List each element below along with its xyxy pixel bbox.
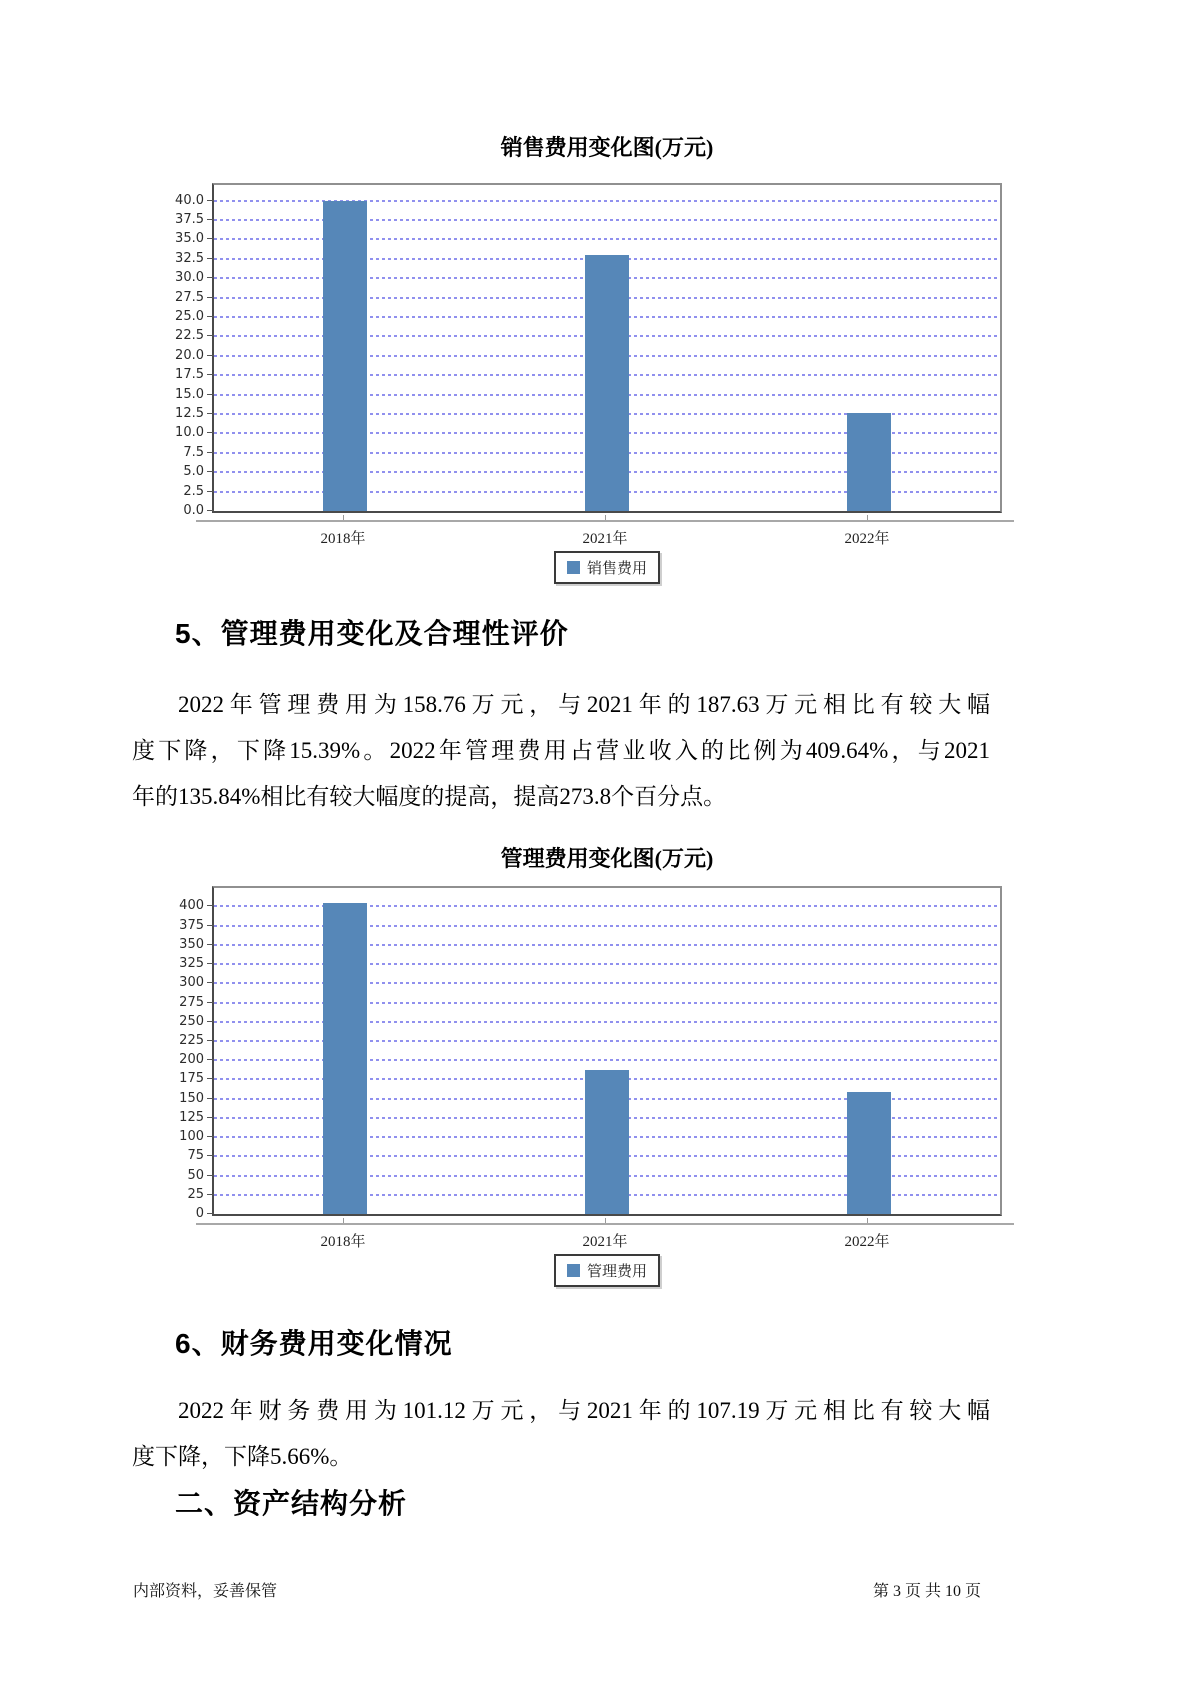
section-heading-asset-structure: 二、资产结构分析 [175,1488,408,1519]
bar-2021年 [585,255,629,511]
y-axis-tick-label: 35.0 [175,231,204,247]
y-axis-tick-label: 15.0 [175,386,204,402]
y-axis-tick-mark [207,374,214,375]
paragraph-line: 度下降，下降5.66%。 [132,1444,353,1469]
y-axis-tick-mark [207,238,214,239]
y-axis-tick-label: 325 [179,956,204,972]
y-axis-tick-mark [207,316,214,317]
x-axis-category-label: 2021年 [582,531,628,547]
bar-2018年 [323,201,367,511]
y-axis-tick-mark [207,413,214,414]
section-heading-5: 5、管理费用变化及合理性评价 [175,618,569,649]
paragraph-line: 度下降，下降15.39%。2022年管理费用占营业收入的比例为409.64%，与2021 [132,738,990,763]
y-axis-tick-label: 0.0 [183,503,204,518]
y-axis-tick-label: 30.0 [175,270,204,286]
section-6-paragraph [132,1388,990,1480]
x-axis-line [196,1223,1014,1225]
x-axis-tick-mark [867,515,868,520]
y-axis-tick-mark [207,1098,214,1099]
section-5-paragraph [132,682,990,820]
y-axis-tick-label: 400 [179,898,204,914]
chart-legend [554,551,660,584]
y-axis-tick-mark [207,219,214,220]
x-axis-category-label: 2022年 [844,531,890,547]
y-axis-tick-mark [207,1136,214,1137]
y-axis-tick-label: 300 [179,975,204,991]
y-axis-tick-label: 275 [179,994,204,1010]
y-axis-tick-mark [207,335,214,336]
y-axis-tick-label: 12.5 [175,405,204,421]
legend-swatch-icon [567,1264,580,1277]
management-expense-chart-plot [179,886,1002,1221]
paragraph-line: 2022年管理费用为158.76万元，与2021年的187.63万元相比有较大幅 [178,692,990,717]
y-axis-tick-mark [207,1194,214,1195]
chart-title-management-expense: 管理费用变化图(万元) [500,846,714,871]
x-axis-category-label: 2018年 [320,531,366,547]
y-axis-tick-mark [207,925,214,926]
chart-title-sales-expense: 销售费用变化图(万元) [500,135,714,160]
sales-expense-chart-plot [175,183,1002,518]
bar-2018年 [323,903,367,1214]
legend-row [212,551,1002,584]
y-axis-tick-mark [207,1155,214,1156]
footer-confidential-note: 内部资料，妥善保管 [133,1583,278,1600]
x-axis-labels [212,527,1002,547]
x-axis-category-label: 2022年 [844,1234,890,1250]
y-axis-tick-mark [207,200,214,201]
y-axis-tick-label: 22.5 [175,328,204,344]
y-axis-tick-mark [207,510,214,511]
y-axis-tick-mark [207,471,214,472]
y-axis-tick-mark [207,394,214,395]
y-axis-tick-mark [207,1059,214,1060]
x-axis-tick-mark [343,515,344,520]
y-axis-tick-label: 350 [179,936,204,952]
y-axis-tick-label: 25 [187,1186,204,1202]
y-axis-tick-mark [207,1078,214,1079]
y-axis-tick-mark [207,258,214,259]
y-axis-tick-label: 175 [179,1071,204,1087]
chart-legend [554,1254,660,1287]
x-axis-labels [212,1230,1002,1250]
y-axis-tick-label: 250 [179,1013,204,1029]
y-axis-tick-label: 200 [179,1052,204,1068]
y-axis-tick-mark [207,1117,214,1118]
bar-2021年 [585,1070,629,1214]
footer-page-number: 第 3 页 共 10 页 [872,1583,981,1600]
y-axis-tick-label: 225 [179,1033,204,1048]
paragraph-line: 年的135.84%相比有较大幅度的提高，提高273.8个百分点。 [132,784,727,809]
y-axis-tick-label: 27.5 [175,289,204,305]
y-axis-tick-label: 75 [187,1148,204,1164]
y-axis-tick-label: 0 [195,1206,204,1221]
x-axis-category-label: 2021年 [582,1234,628,1250]
y-axis-tick-label: 100 [179,1129,204,1145]
y-axis-tick-label: 7.5 [183,444,204,460]
y-axis-tick-label: 40.0 [175,192,204,208]
y-axis-tick-mark [207,452,214,453]
y-axis-tick-mark [207,491,214,492]
y-axis-tick-label: 32.5 [175,250,204,266]
bar-2022年 [847,1092,891,1214]
y-axis-tick-mark [207,355,214,356]
y-axis-tick-mark [207,944,214,945]
y-axis-tick-label: 375 [179,917,204,933]
y-axis-tick-label: 5.0 [183,464,204,480]
bar-2022年 [847,413,891,511]
y-axis-tick-label: 10.0 [175,425,204,441]
x-axis-tick-mark [605,515,606,520]
legend-row [212,1254,1002,1287]
paragraph-line: 2022年财务费用为101.12万元，与2021年的107.19万元相比有较大幅 [178,1398,990,1423]
y-axis-tick-mark [207,905,214,906]
y-axis-tick-label: 50 [187,1167,204,1183]
y-axis-tick-label: 37.5 [175,211,204,227]
x-axis-category-label: 2018年 [320,1234,366,1250]
y-axis-tick-label: 17.5 [175,367,204,383]
y-axis-tick-mark [207,1021,214,1022]
x-axis-tick-mark [867,1218,868,1223]
y-axis-tick-label: 25.0 [175,308,204,324]
y-axis-tick-mark [207,1175,214,1176]
legend-swatch-icon [567,561,580,574]
y-axis-tick-label: 20.0 [175,347,204,363]
y-axis-tick-mark [207,963,214,964]
y-axis-tick-label: 125 [179,1109,204,1125]
legend-label: 销售费用 [586,561,647,577]
x-axis-tick-mark [343,1218,344,1223]
y-axis-tick-mark [207,1002,214,1003]
y-axis-tick-mark [207,432,214,433]
y-axis-tick-mark [207,1213,214,1214]
section-heading-6: 6、财务费用变化情况 [175,1328,453,1359]
y-axis-tick-mark [207,1040,214,1041]
y-axis-tick-label: 2.5 [183,483,204,499]
y-axis-tick-mark [207,297,214,298]
legend-label: 管理费用 [586,1264,647,1280]
y-axis-tick-mark [207,277,214,278]
x-axis-tick-mark [605,1218,606,1223]
y-axis-tick-label: 150 [179,1090,204,1106]
x-axis-line [196,520,1014,522]
y-axis-tick-mark [207,982,214,983]
